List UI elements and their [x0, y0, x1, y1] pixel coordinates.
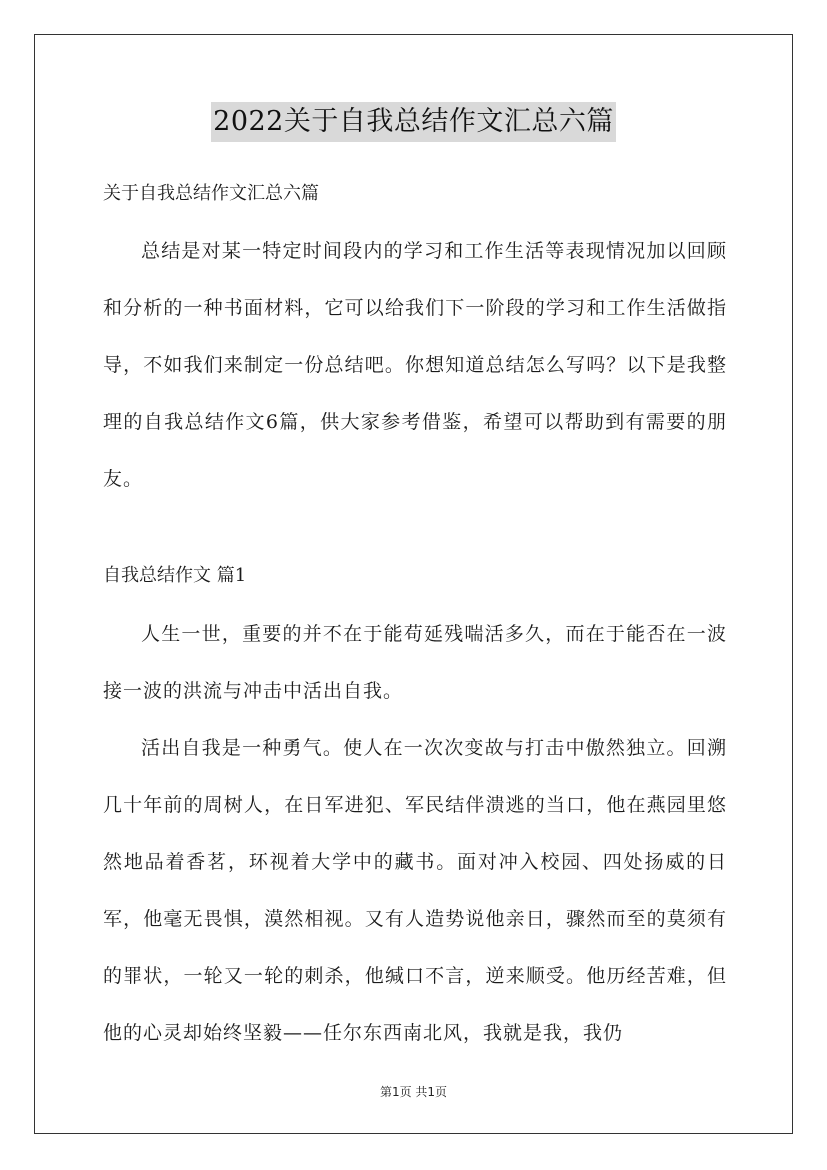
page-number-footer: 第1页 共1页	[379, 1085, 448, 1099]
body-paragraph: 人生一世，重要的并不在于能苟延残喘活多久，而在于能否在一波接一波的洪流与冲击中活出自我。	[103, 623, 727, 702]
spacer	[103, 508, 727, 554]
body-paragraph: 活出自我是一种勇气。使人在一次次变故与打击中傲然独立。回溯几十年前的周树人，在日军进犯、军民结伴溃逃的当口，他在燕园里悠然地品着香茗，环视着大学中的藏书。面对冲入校园、四处扬威的日军，他毫无畏惧，漠然相视。又有人造势说他亲日，骤然而至的莫须有的罪状，一轮又一轮的刺杀，他缄口不言，逆来顺受。他历经苦难，但他的心灵却始终坚毅——任尔东西南北风，我就是我，我仍	[103, 737, 727, 1044]
title-container	[0, 102, 827, 142]
document-subtitle: 关于自我总结作文汇总六篇	[103, 183, 319, 204]
spacer	[103, 598, 727, 606]
spacer	[103, 216, 727, 223]
document-body	[103, 172, 727, 1062]
document-title: 2022关于自我总结作文汇总六篇	[211, 102, 616, 142]
intro-paragraph: 总结是对某一特定时间段内的学习和工作生活等表现情况加以回顾和分析的一种书面材料，它可以给我们下一阶段的学习和工作生活做指导，不如我们来制定一份总结吧。你想知道总结怎么写吗？以下是我整理的自我总结作文6篇，供大家参考借鉴，希望可以帮助到有需要的朋友。	[103, 240, 727, 490]
section-heading: 自我总结作文 篇1	[103, 565, 247, 586]
